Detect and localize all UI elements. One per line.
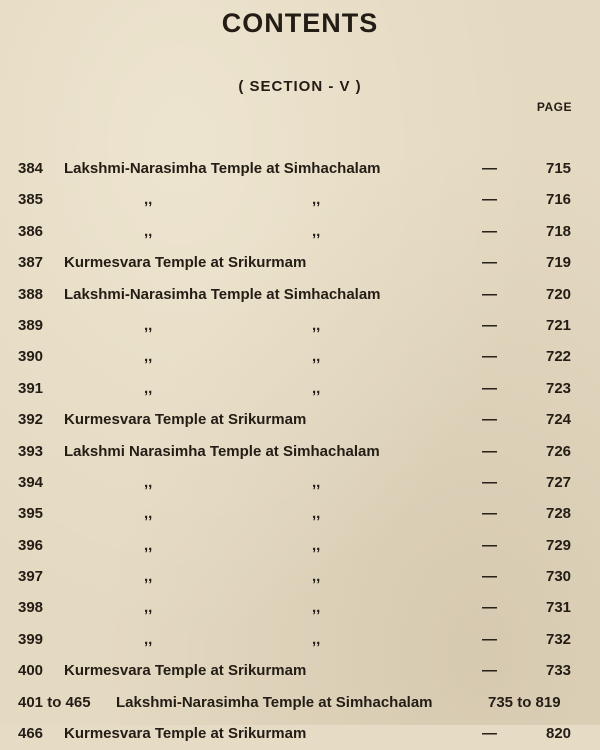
ditto-mark: ,, <box>144 379 153 397</box>
entry-page: 726 <box>546 442 572 460</box>
entry-number: 385 <box>18 191 44 209</box>
entry-number: 396 <box>18 536 44 554</box>
entry-title: Lakshmi Narasimha Temple at Simhachalam <box>64 442 380 460</box>
entry-dash: — <box>482 599 497 617</box>
entry-title: Lakshmi-Narasimha Temple at Simhachalam <box>116 693 433 711</box>
entry-number: 388 <box>18 285 44 303</box>
entry-page: 716 <box>546 191 572 209</box>
page-column-header: PAGE <box>536 100 572 114</box>
contents-entry <box>0 656 600 687</box>
ditto-mark: ,, <box>312 536 321 554</box>
ditto-mark: ,, <box>144 505 153 523</box>
entry-dash: — <box>482 379 497 397</box>
entry-dash: — <box>482 662 497 680</box>
entry-dash: — <box>482 411 497 429</box>
ditto-mark: ,, <box>144 348 153 366</box>
contents-entry <box>0 468 600 499</box>
entry-number: 387 <box>18 254 44 272</box>
entry-dash: — <box>482 316 497 334</box>
contents-entry <box>0 437 600 468</box>
entry-dash: — <box>482 630 497 648</box>
entry-page: 720 <box>546 285 572 303</box>
ditto-mark: ,, <box>312 348 321 366</box>
ditto-mark: ,, <box>312 568 321 586</box>
ditto-mark: ,, <box>144 599 153 617</box>
entry-dash: — <box>482 285 497 303</box>
contents-entry <box>0 405 600 436</box>
ditto-mark: ,, <box>144 473 153 491</box>
contents-entry <box>0 311 600 342</box>
contents-entry <box>0 248 600 279</box>
entry-page: 719 <box>546 254 572 272</box>
entry-number: 393 <box>18 442 44 460</box>
contents-entry <box>0 625 600 656</box>
entry-page: 731 <box>546 599 572 617</box>
entry-page: 730 <box>546 568 572 586</box>
ditto-mark: ,, <box>312 630 321 648</box>
ditto-mark: ,, <box>144 316 153 334</box>
entry-dash: — <box>482 254 497 272</box>
contents-list <box>0 154 600 750</box>
contents-entry <box>0 185 600 216</box>
entry-dash: — <box>482 568 497 586</box>
entry-number: 397 <box>18 568 44 586</box>
entry-page: 723 <box>546 379 572 397</box>
entry-title: Kurmesvara Temple at Srikurmam <box>64 725 307 743</box>
entry-dash: — <box>482 160 497 177</box>
ditto-mark: ,, <box>312 473 321 491</box>
entry-dash: — <box>482 191 497 209</box>
ditto-mark: ,, <box>312 505 321 523</box>
contents-entry <box>0 562 600 593</box>
entry-number: 399 <box>18 630 44 648</box>
ditto-mark: ,, <box>144 568 153 586</box>
contents-entry <box>0 531 600 562</box>
entry-dash: — <box>482 442 497 460</box>
entry-page: 735 to 819 <box>488 693 561 711</box>
entry-page: 728 <box>546 505 572 523</box>
entry-title: Kurmesvara Temple at Srikurmam <box>64 411 307 429</box>
entry-title: Kurmesvara Temple at Srikurmam <box>64 254 307 272</box>
entry-page: 724 <box>546 411 572 429</box>
entry-number: 466 <box>18 725 44 743</box>
entry-number: 384 <box>18 160 44 177</box>
entry-number: 401 to 465 <box>18 693 91 711</box>
entry-page: 820 <box>546 725 572 743</box>
ditto-mark: ,, <box>144 222 153 240</box>
contents-entry <box>0 280 600 311</box>
contents-entry <box>0 217 600 248</box>
entry-title: Kurmesvara Temple at Srikurmam <box>64 662 307 680</box>
contents-entry <box>0 154 600 185</box>
contents-entry <box>0 342 600 373</box>
entry-page: 718 <box>546 222 572 240</box>
ditto-mark: ,, <box>144 536 153 554</box>
contents-entry <box>0 688 600 719</box>
ditto-mark: ,, <box>312 379 321 397</box>
ditto-mark: ,, <box>312 316 321 334</box>
entry-number: 394 <box>18 473 44 491</box>
entry-page: 721 <box>546 316 572 334</box>
entry-number: 398 <box>18 599 44 617</box>
entry-page: 715 <box>546 160 572 177</box>
ditto-mark: ,, <box>312 599 321 617</box>
entry-number: 389 <box>18 316 44 334</box>
entry-number: 395 <box>18 505 44 523</box>
entry-dash: — <box>482 505 497 523</box>
entry-page: 732 <box>546 630 572 648</box>
ditto-mark: ,, <box>312 191 321 209</box>
entry-dash: — <box>482 473 497 491</box>
entry-number: 390 <box>18 348 44 366</box>
contents-entry <box>0 593 600 624</box>
entry-title: Lakshmi-Narasimha Temple at Simhachalam <box>64 285 381 303</box>
ditto-mark: ,, <box>312 222 321 240</box>
entry-page: 733 <box>546 662 572 680</box>
entry-number: 386 <box>18 222 44 240</box>
ditto-mark: ,, <box>144 630 153 648</box>
entry-number: 391 <box>18 379 44 397</box>
entry-page: 729 <box>546 536 572 554</box>
entry-dash: — <box>482 725 497 743</box>
section-heading: ( SECTION - V ) <box>238 78 362 95</box>
ditto-mark: ,, <box>144 191 153 209</box>
entry-page: 722 <box>546 348 572 366</box>
page-title: CONTENTS <box>221 8 379 38</box>
contents-entry <box>0 374 600 405</box>
entry-dash: — <box>482 536 497 554</box>
contents-entry <box>0 719 600 750</box>
contents-entry <box>0 499 600 530</box>
entry-dash: — <box>482 348 497 366</box>
entry-number: 392 <box>18 411 44 429</box>
entry-title: Lakshmi-Narasimha Temple at Simhachalam <box>64 160 381 177</box>
entry-page: 727 <box>546 473 572 491</box>
entry-number: 400 <box>18 662 44 680</box>
entry-dash: — <box>482 222 497 240</box>
